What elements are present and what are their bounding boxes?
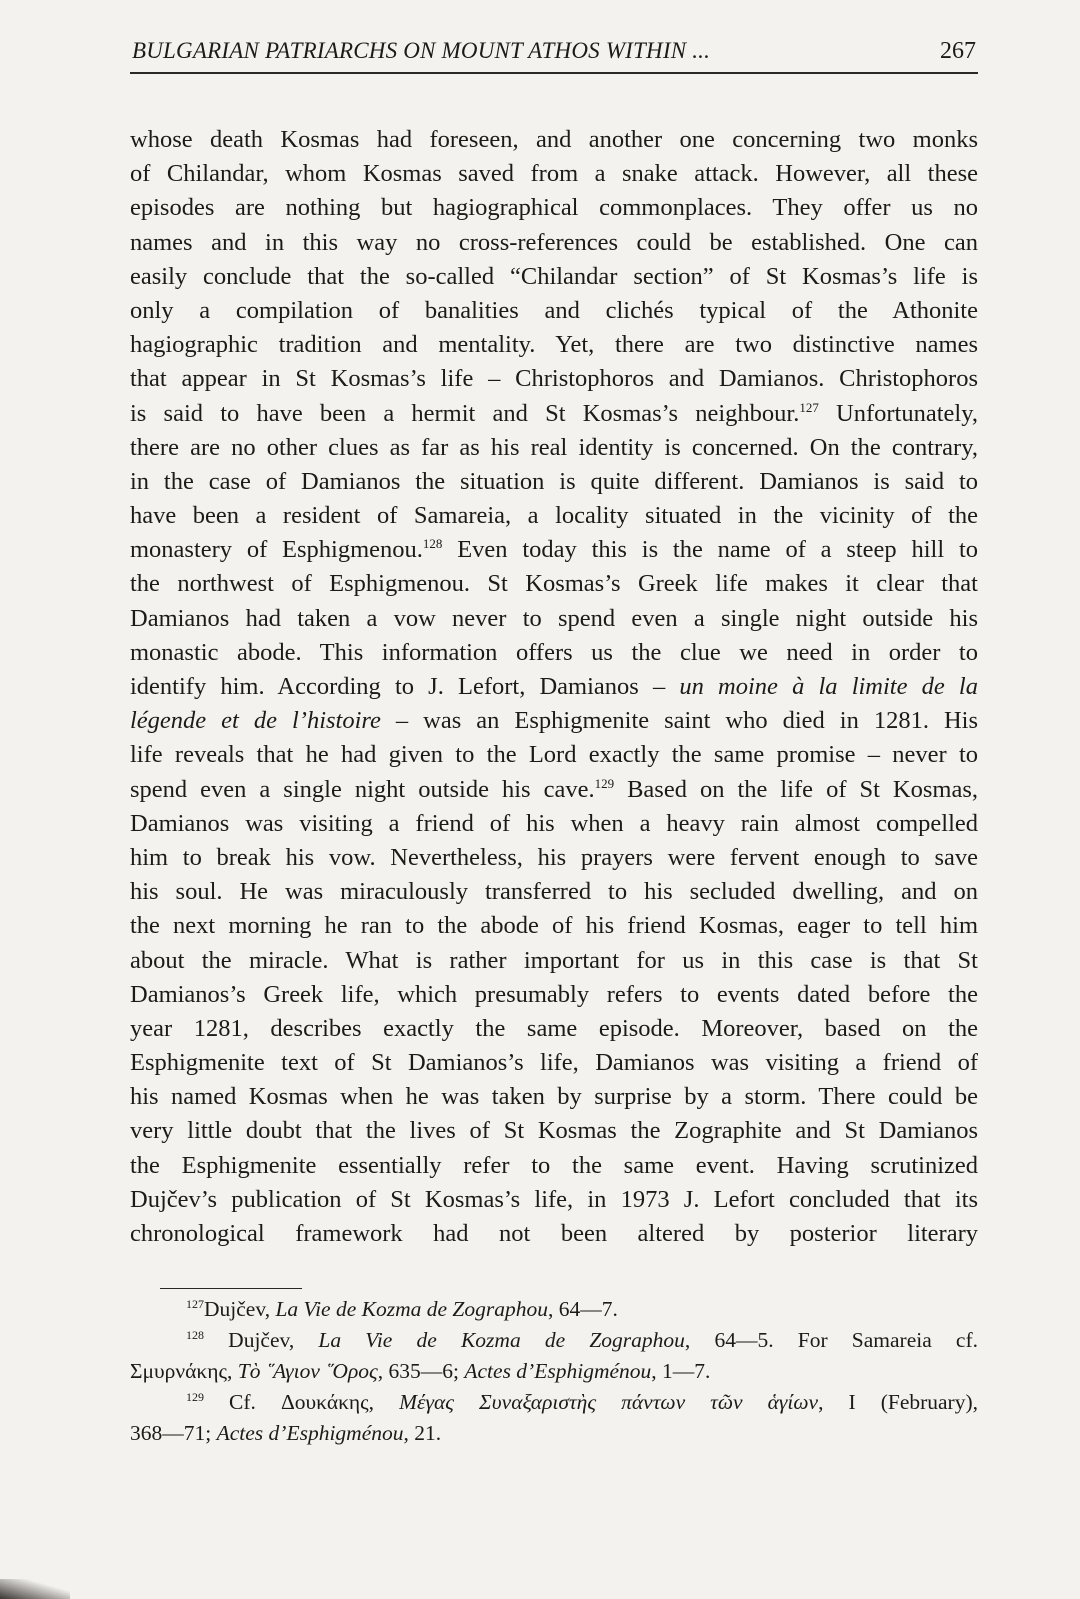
footnote-128-cont xyxy=(130,1356,978,1387)
footnote-ref-127[interactable]: 127 xyxy=(799,399,819,415)
footnote-title: La Vie de Kozma de Zographou xyxy=(318,1328,685,1352)
text-line xyxy=(130,704,978,738)
footnote-ref-128[interactable]: 128 xyxy=(422,536,443,552)
footnote-title: Actes d’Esphigménou xyxy=(216,1421,404,1445)
text-line: have been a resident of Samareia, a locality situated in the vicinity of the xyxy=(130,502,978,530)
text-line: episodes are nothing but hagiographical commonplaces. They offer us no xyxy=(130,194,978,222)
text-line: very little doubt that the lives of St Kosmas the Zographite and St Damianos xyxy=(130,1117,978,1145)
text-line: his named Kosmas when he was taken by surprise by a storm. There could be xyxy=(130,1083,978,1111)
running-header xyxy=(130,36,978,74)
footnote-text: , 1—7. xyxy=(651,1359,711,1383)
text-line: year 1281, describes exactly the same episode. Moreover, based on the xyxy=(130,1014,978,1042)
footnote-text: , 64—5. For Samareia cf. xyxy=(684,1328,978,1352)
italic-quote: légende et de l’histoire xyxy=(130,707,381,735)
text-line: there are no other clues as far as his real identity is concerned. On the contrary, xyxy=(130,433,978,461)
footnote-author: Dujčev, xyxy=(228,1328,319,1352)
text-segment: is said to have been a hermit and St Kosmas’s neighbour. xyxy=(130,399,800,427)
footnote-text: , 635—6; xyxy=(377,1359,465,1383)
footnote-ref-129[interactable]: 129 xyxy=(594,775,615,791)
text-line xyxy=(130,773,978,807)
footnote-127 xyxy=(130,1294,978,1325)
footnote-text: , 64—7. xyxy=(547,1297,618,1321)
footnotes xyxy=(130,1294,978,1449)
text-segment: – was an Esphigmenite saint who died in 1281. His xyxy=(380,707,978,735)
text-line: Damianos’s Greek life, which presumably refers to events dated before the xyxy=(130,980,978,1008)
footnote-number: 129 xyxy=(186,1390,204,1404)
footnote-title: Actes d’Esphigménou xyxy=(464,1359,652,1383)
footnote-129-cont xyxy=(130,1418,978,1449)
footnote-text: , 21. xyxy=(403,1421,442,1445)
text-segment: Unfortunately, xyxy=(818,399,978,427)
text-line: names and in this way no cross-references could be established. One can xyxy=(130,228,978,256)
text-line: of Chilandar, whom Kosmas saved from a snake attack. However, all these xyxy=(130,160,978,188)
text-segment: identify him. According to J. Lefort, Damianos – xyxy=(130,673,666,700)
footnote-author: Dujčev, xyxy=(204,1297,276,1321)
text-line: monastic abode. This information offers us the clue we need in order to xyxy=(130,638,978,666)
text-line: chronological framework had not been altered by posterior literary xyxy=(130,1220,978,1247)
text-line: Dujčev’s publication of St Kosmas’s life, in 1973 J. Lefort concluded that its xyxy=(130,1185,978,1213)
footnote-128 xyxy=(130,1325,978,1356)
text-line: Damianos was visiting a friend of his when a heavy rain almost compelled xyxy=(130,809,978,837)
footnote-number: 128 xyxy=(186,1328,204,1342)
text-line: him to break his vow. Nevertheless, his prayers were fervent enough to save xyxy=(130,843,978,871)
page-number: 267 xyxy=(940,38,976,64)
text-line: hagiographic tradition and mentality. Yet, there are two distinctive names xyxy=(130,331,978,359)
text-line: about the miracle. What is rather important for us in this case is that St xyxy=(130,946,978,974)
text-line: that appear in St Kosmas’s life – Christophoros and Damianos. Christophoros xyxy=(130,365,978,393)
body-text xyxy=(130,123,978,1251)
footnote-title: Τὸ ῞Αγιον ῞Ορος xyxy=(237,1359,378,1383)
text-line: Esphigmenite text of St Damianos’s life, Damianos was visiting a friend of xyxy=(130,1049,978,1077)
footnote-author: Σμυρνάκης, xyxy=(130,1359,238,1383)
text-line: the Esphigmenite essentially refer to the same event. Having scrutinized xyxy=(130,1151,978,1179)
footnote-text: Cf. Δουκάκης, xyxy=(204,1390,400,1414)
footnote-title: Μέγας Συναξαριστὴς πάντων τῶν ἁγίων xyxy=(399,1390,819,1414)
text-segment: Even today this is the name of a steep hill to xyxy=(442,536,978,564)
text-line: easily conclude that the so-called “Chilandar section” of St Kosmas’s life is xyxy=(130,262,978,290)
text-segment: spend even a single night outside his cave. xyxy=(130,775,595,803)
italic-quote: un moine à la limite de la xyxy=(679,673,978,700)
text-line: life reveals that he had given to the Lord exactly the same promise – never to xyxy=(130,741,978,769)
footnote-text: , I (February), xyxy=(818,1390,978,1414)
text-line: the northwest of Esphigmenou. St Kosmas’s Greek life makes it clear that xyxy=(130,570,978,598)
footnote-129 xyxy=(130,1387,978,1418)
text-line: only a compilation of banalities and clichés typical of the Athonite xyxy=(130,296,978,324)
text-segment: monastery of Esphigmenou. xyxy=(130,536,423,564)
footnote-text: 368—71; xyxy=(130,1421,217,1445)
text-line: Damianos had taken a vow never to spend even a single night outside his xyxy=(130,604,978,632)
text-line xyxy=(130,670,978,704)
text-segment: Based on the life of St Kosmas, xyxy=(614,775,978,803)
text-line xyxy=(130,397,978,431)
text-line: the next morning he ran to the abode of his friend Kosmas, eager to tell him xyxy=(130,912,978,940)
footnote-number: 127 xyxy=(186,1297,204,1311)
footnote-divider xyxy=(160,1288,302,1289)
footnote-title: La Vie de Kozma de Zographou xyxy=(275,1297,548,1321)
text-line xyxy=(130,533,978,567)
text-line: his soul. He was miraculously transferred to his secluded dwelling, and on xyxy=(130,878,978,906)
text-line: in the case of Damianos the situation is quite different. Damianos is said to xyxy=(130,467,978,495)
page-edge-shadow xyxy=(0,1579,70,1599)
running-title: BULGARIAN PATRIARCHS ON MOUNT ATHOS WITHIN ... xyxy=(132,38,711,63)
text-line: whose death Kosmas had foreseen, and another one concerning two monks xyxy=(130,126,978,153)
